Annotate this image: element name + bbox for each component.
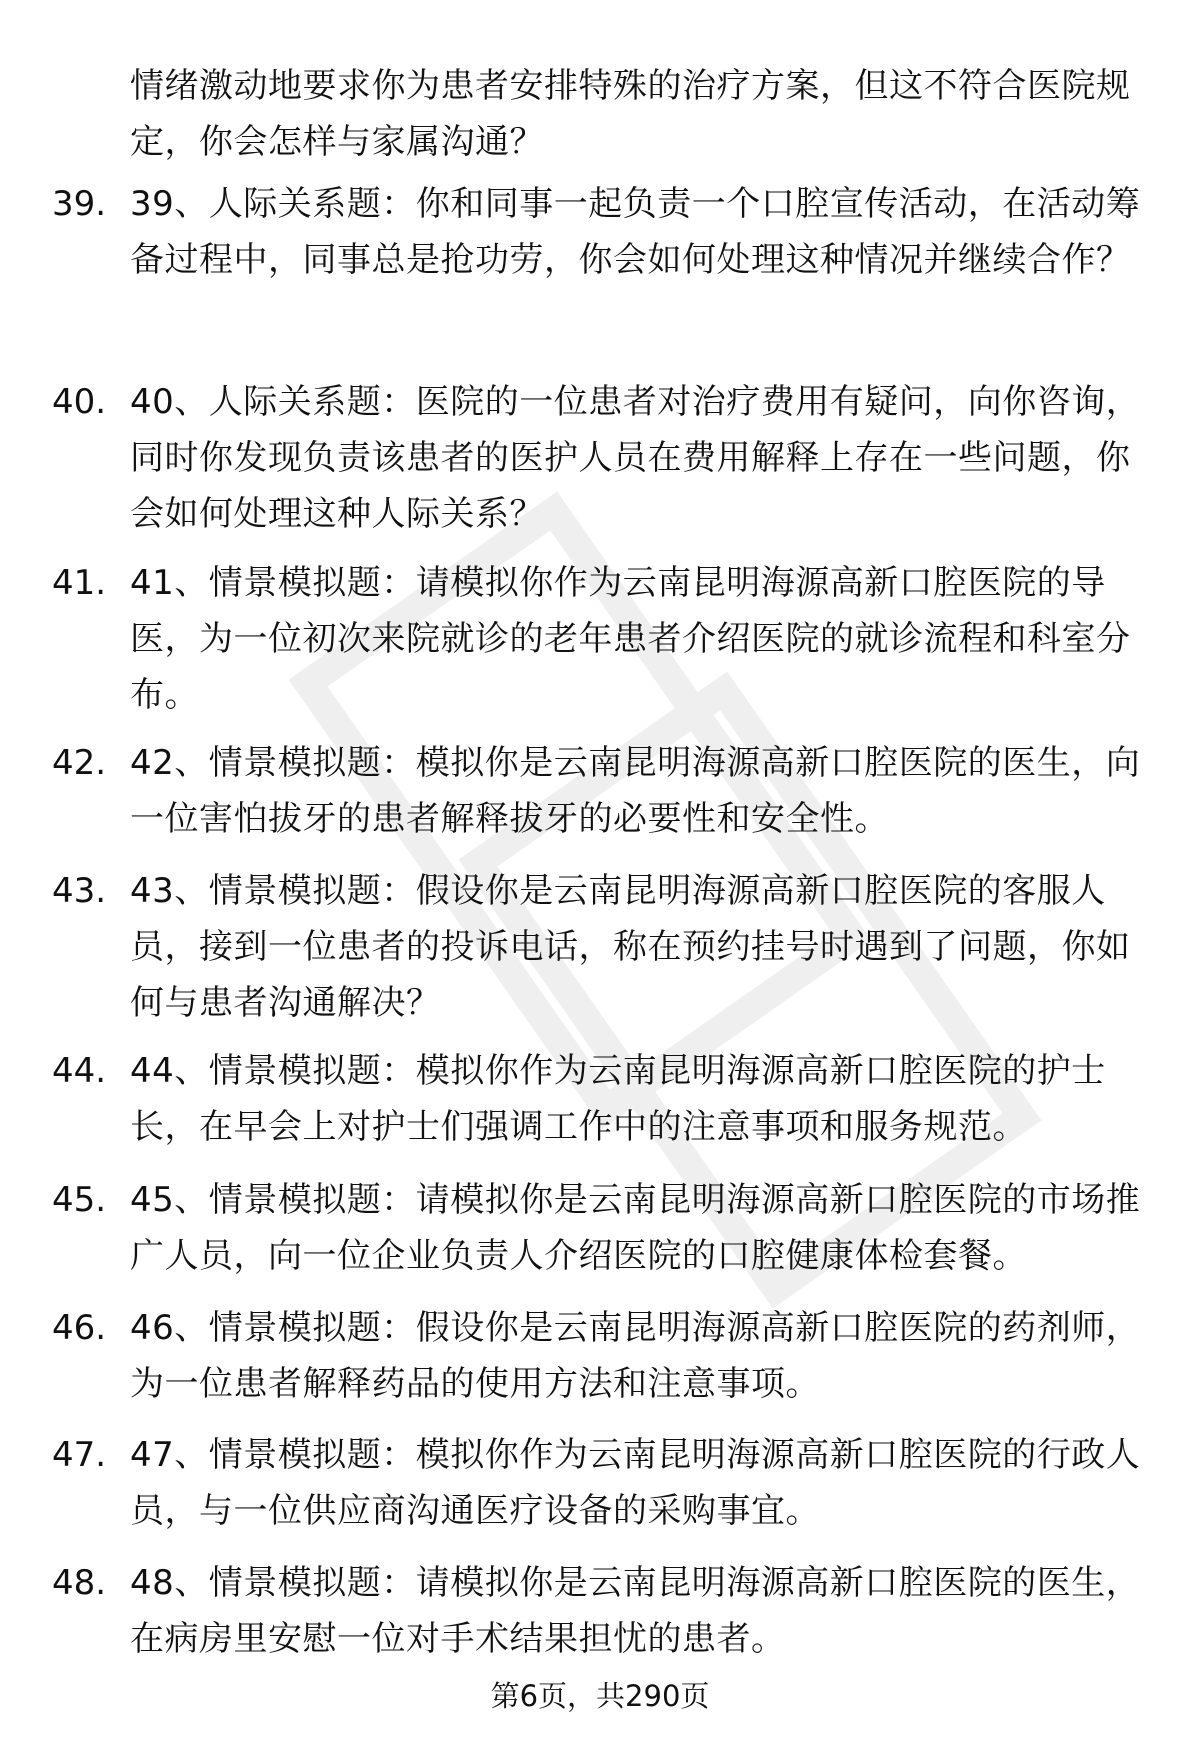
- question-number: 45.: [52, 1180, 107, 1220]
- question-number: 41.: [52, 563, 107, 603]
- question-number: 46.: [52, 1308, 107, 1348]
- intro-paragraph: 情绪激动地要求你为患者安排特殊的治疗方案，但这不符合医院规定，你会怎样与家属沟通？: [130, 66, 1131, 162]
- question-number: 39.: [52, 184, 107, 224]
- question-text: 42、情景模拟题：模拟你是云南昆明海源高新口腔医院的医生，向一位害怕拔牙的患者解释拔牙的必要性和安全性。: [130, 743, 1141, 839]
- question-number: 47.: [52, 1435, 107, 1475]
- question-number: 44.: [52, 1051, 107, 1091]
- question-text: 46、情景模拟题：假设你是云南昆明海源高新口腔医院的药剂师，为一位患者解释药品的使用方法和注意事项。: [130, 1308, 1141, 1404]
- question-text: 47、情景模拟题：模拟你作为云南昆明海源高新口腔医院的行政人员，与一位供应商沟通医疗设备的采购事宜。: [130, 1435, 1141, 1531]
- question-text: 40、人际关系题：医院的一位患者对治疗费用有疑问，向你咨询，同时你发现负责该患者的医护人员在费用解释上存在一些问题，你会如何处理这种人际关系？: [130, 382, 1141, 534]
- question-number: 40.: [52, 382, 107, 422]
- question-text: 45、情景模拟题：请模拟你是云南昆明海源高新口腔医院的市场推广人员，向一位企业负责人介绍医院的口腔健康体检套餐。: [130, 1180, 1141, 1276]
- question-text: 39、人际关系题：你和同事一起负责一个口腔宣传活动，在活动筹备过程中，同事总是抢功劳，你会如何处理这种情况并继续合作？: [130, 184, 1141, 280]
- question-number: 43.: [52, 871, 107, 911]
- question-text: 48、情景模拟题：请模拟你是云南昆明海源高新口腔医院的医生，在病房里安慰一位对手术结果担忧的患者。: [130, 1563, 1141, 1659]
- question-number: 48.: [52, 1563, 107, 1603]
- page-number-footer: 第6页，共290页: [490, 1679, 710, 1713]
- question-text: 44、情景模拟题：模拟你作为云南昆明海源高新口腔医院的护士长，在早会上对护士们强调工作中的注意事项和服务规范。: [130, 1051, 1106, 1147]
- question-number: 42.: [52, 743, 107, 783]
- question-text: 43、情景模拟题：假设你是云南昆明海源高新口腔医院的客服人员，接到一位患者的投诉电话，称在预约挂号时遇到了问题，你如何与患者沟通解决？: [130, 871, 1131, 1023]
- question-text: 41、情景模拟题：请模拟你作为云南昆明海源高新口腔医院的导医，为一位初次来院就诊的老年患者介绍医院的就诊流程和科室分布。: [130, 563, 1131, 715]
